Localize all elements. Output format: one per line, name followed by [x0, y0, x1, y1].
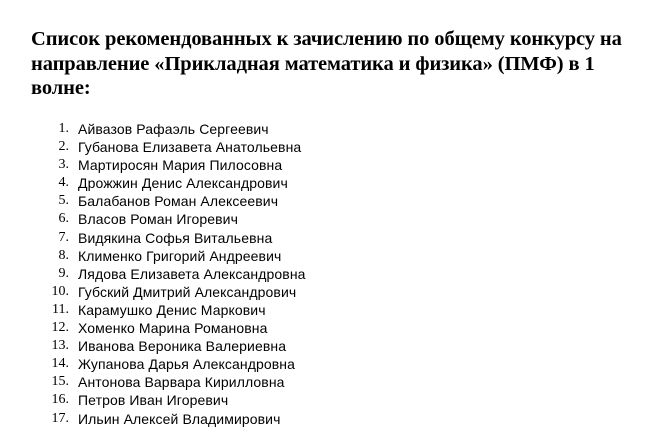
student-number: 10. — [51, 283, 69, 299]
student-number: 9. — [58, 265, 69, 281]
student-number: 4. — [58, 175, 69, 191]
student-number: 15. — [51, 374, 69, 390]
student-number: 3. — [58, 157, 69, 173]
student-name: Хоменко Марина Романовна — [78, 320, 268, 337]
student-name: Видякина Софья Витальевна — [78, 229, 273, 246]
student-number: 2. — [58, 139, 69, 155]
student-name: Губанова Елизавета Анатольевна — [78, 139, 302, 156]
student-name: Петров Иван Игоревич — [78, 392, 229, 409]
student-name: Клименко Григорий Андреевич — [78, 247, 282, 264]
student-number: 12. — [51, 320, 69, 336]
student-name: Ильин Алексей Владимирович — [78, 410, 281, 427]
student-name: Балабанов Роман Алексеевич — [78, 193, 279, 210]
student-number: 11. — [52, 301, 69, 317]
student-number: 1. — [58, 121, 69, 136]
student-name: Карамушко Денис Маркович — [78, 301, 266, 318]
student-name: Иванова Вероника Валериевна — [78, 338, 287, 355]
student-name: Жупанова Дарья Александровна — [78, 356, 296, 373]
student-number: 8. — [58, 247, 69, 263]
student-number: 16. — [51, 392, 69, 408]
student-name: Айвазов Рафаэль Сергеевич — [78, 121, 269, 137]
student-name: Дрожжин Денис Александрович — [78, 175, 288, 192]
student-name: Губский Дмитрий Александрович — [78, 283, 297, 300]
student-number: 6. — [58, 211, 69, 227]
student-number: 13. — [51, 338, 69, 354]
student-name: Власов Роман Игоревич — [78, 211, 238, 228]
student-number: 7. — [58, 229, 69, 245]
student-number: 14. — [51, 356, 69, 372]
student-number: 5. — [58, 193, 69, 209]
document-title: Список рекомендованных к зачислению по общему конкурсу на направление «Прикладная математика и физика» (ПМФ) в 1 волне: — [31, 28, 622, 99]
student-name: Лядова Елизавета Александровна — [78, 265, 306, 282]
student-name: Антонова Варвара Кирилловна — [78, 374, 285, 391]
student-name: Мартиросян Мария Пилосовна — [78, 157, 283, 174]
student-number: 17. — [51, 410, 69, 426]
